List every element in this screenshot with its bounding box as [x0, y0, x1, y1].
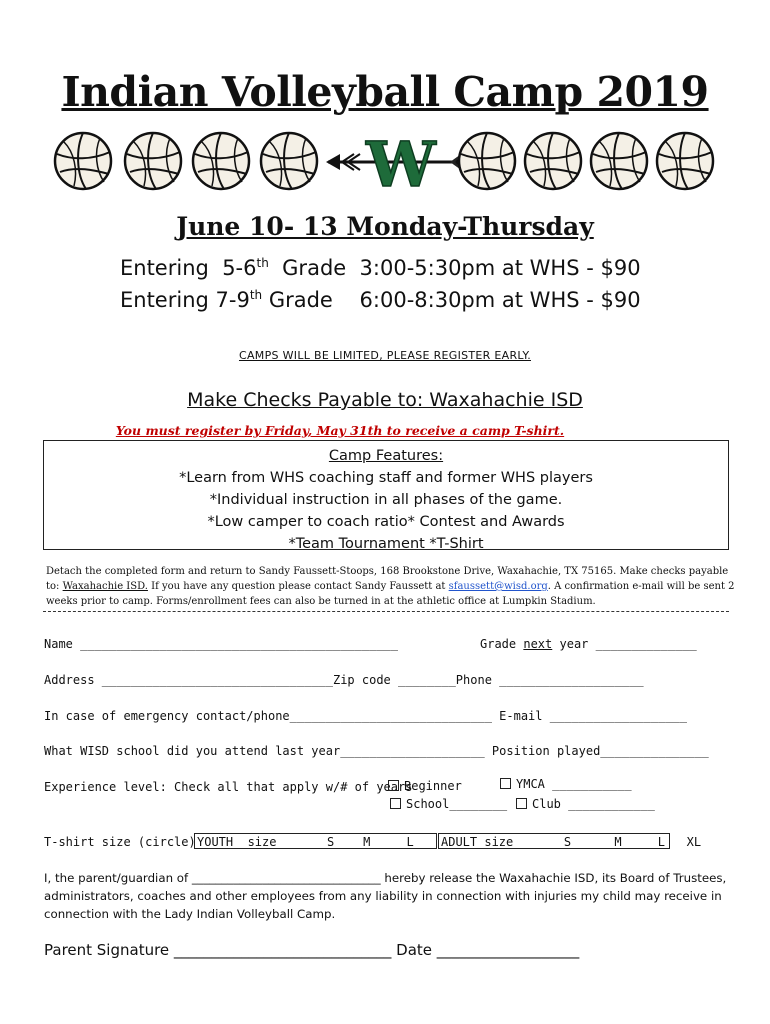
logo-letter: W	[366, 132, 436, 194]
school-checkbox[interactable]	[390, 797, 507, 811]
address-zip-phone-field[interactable]: Address ________________________________Zip code ________Phone ____________________	[44, 673, 644, 687]
session-label: Entering 5-6	[120, 256, 257, 280]
payee-name: Waxahachie ISD.	[62, 581, 148, 592]
volleyball-icon	[456, 130, 518, 192]
session-grade-7-9	[120, 288, 680, 312]
grade-field[interactable]	[480, 637, 697, 651]
volleyball-icon	[122, 130, 184, 192]
camp-dates: June 10- 13 Monday-Thursday	[176, 212, 594, 241]
contact-email-link[interactable]: sfaussett@wisd.org	[448, 581, 548, 592]
detach-line	[43, 611, 729, 612]
volleyball-banner	[52, 130, 718, 200]
volleyball-icon	[588, 130, 650, 192]
camp-features-box	[43, 440, 729, 550]
feature-item: *Team Tournament *T-Shirt	[288, 536, 484, 552]
session-grade-5-6	[120, 256, 680, 280]
school-position-field[interactable]: What WISD school did you attend last year____________________ Position played_______________	[44, 744, 709, 758]
detach-text: Detach the completed form and return to Sandy Faussett-Stoops, 168 Brookstone Drive, Waxahachie, TX 75165. Make checks payable to:	[46, 566, 729, 592]
feature-item: *Individual instruction in all phases of the game.	[209, 492, 563, 508]
beginner-label: Beginner	[404, 779, 462, 793]
volleyball-icon	[522, 130, 584, 192]
features-heading: Camp Features:	[328, 448, 444, 464]
name-field[interactable]: Name ____________________________________________	[44, 637, 399, 651]
ymca-checkbox[interactable]	[500, 777, 632, 791]
liability-release: I, the parent/guardian of ________________________________ hereby release the Waxahachie ISD, its Board of Trustees, administrators, coaches and other employees from any liability in connection with injuries my child may receive in connection with the Lady Indian Volleyball Camp.	[44, 871, 727, 921]
grade-label: Grade	[480, 637, 524, 651]
youth-size-options[interactable]: YOUTH size S M L	[194, 833, 437, 849]
volleyball-icon	[52, 130, 114, 192]
session-label: Entering 7-9	[120, 288, 250, 312]
arrow-w-logo-icon	[324, 132, 478, 194]
tshirt-label: T-shirt size (circle)	[44, 835, 196, 849]
detach-text: . A confirmation e-mail will be sent 2 weeks prior to camp. Forms/enrollment fees can also be turned in at the athletic office at Lumpkin Stadium.	[46, 581, 735, 607]
checkbox-icon[interactable]	[388, 780, 399, 791]
grade-next-label: next	[523, 637, 553, 651]
session-superscript: th	[256, 256, 269, 270]
volleyball-icon	[654, 130, 716, 192]
checkbox-icon[interactable]	[516, 798, 527, 809]
detach-text: If you have any question please contact Sandy Faussett at	[147, 581, 449, 592]
checkbox-icon[interactable]	[500, 778, 511, 789]
signature-date-field[interactable]: Parent Signature _____________________________ Date ___________________	[44, 941, 580, 959]
club-checkbox[interactable]	[516, 797, 655, 811]
page-title: Indian Volleyball Camp 2019	[61, 68, 709, 116]
emergency-email-field[interactable]: In case of emergency contact/phone____________________________ E-mail ___________________	[44, 709, 687, 723]
registration-deadline: You must register by Friday, May 31th to receive a camp T-shirt.	[115, 423, 565, 438]
feature-item: *Low camper to coach ratio* Contest and Awards	[207, 514, 565, 530]
volleyball-icon	[258, 130, 320, 192]
limited-note: CAMPS WILL BE LIMITED, PLEASE REGISTER EARLY.	[238, 349, 531, 362]
ymca-label: YMCA ___________	[516, 777, 632, 791]
beginner-checkbox[interactable]	[388, 779, 462, 793]
club-label: Club ____________	[532, 797, 655, 811]
checkbox-icon[interactable]	[390, 798, 401, 809]
checks-payable: Make Checks Payable to: Waxahachie ISD	[187, 389, 583, 411]
experience-label: Experience level: Check all that apply w/# of years	[44, 780, 413, 794]
session-superscript: th	[249, 288, 263, 302]
adult-size-options[interactable]: ADULT size S M L XL	[438, 833, 670, 849]
session-details: Grade 3:00-5:30pm at WHS - $90	[268, 256, 641, 280]
volleyball-icon	[190, 130, 252, 192]
session-details: Grade 6:00-8:30pm at WHS - $90	[262, 288, 641, 312]
school-label: School________	[406, 797, 508, 811]
feature-item: *Learn from WHS coaching staff and former WHS players	[179, 470, 593, 486]
grade-blank: year ______________	[552, 637, 697, 651]
detach-instructions	[46, 564, 736, 609]
